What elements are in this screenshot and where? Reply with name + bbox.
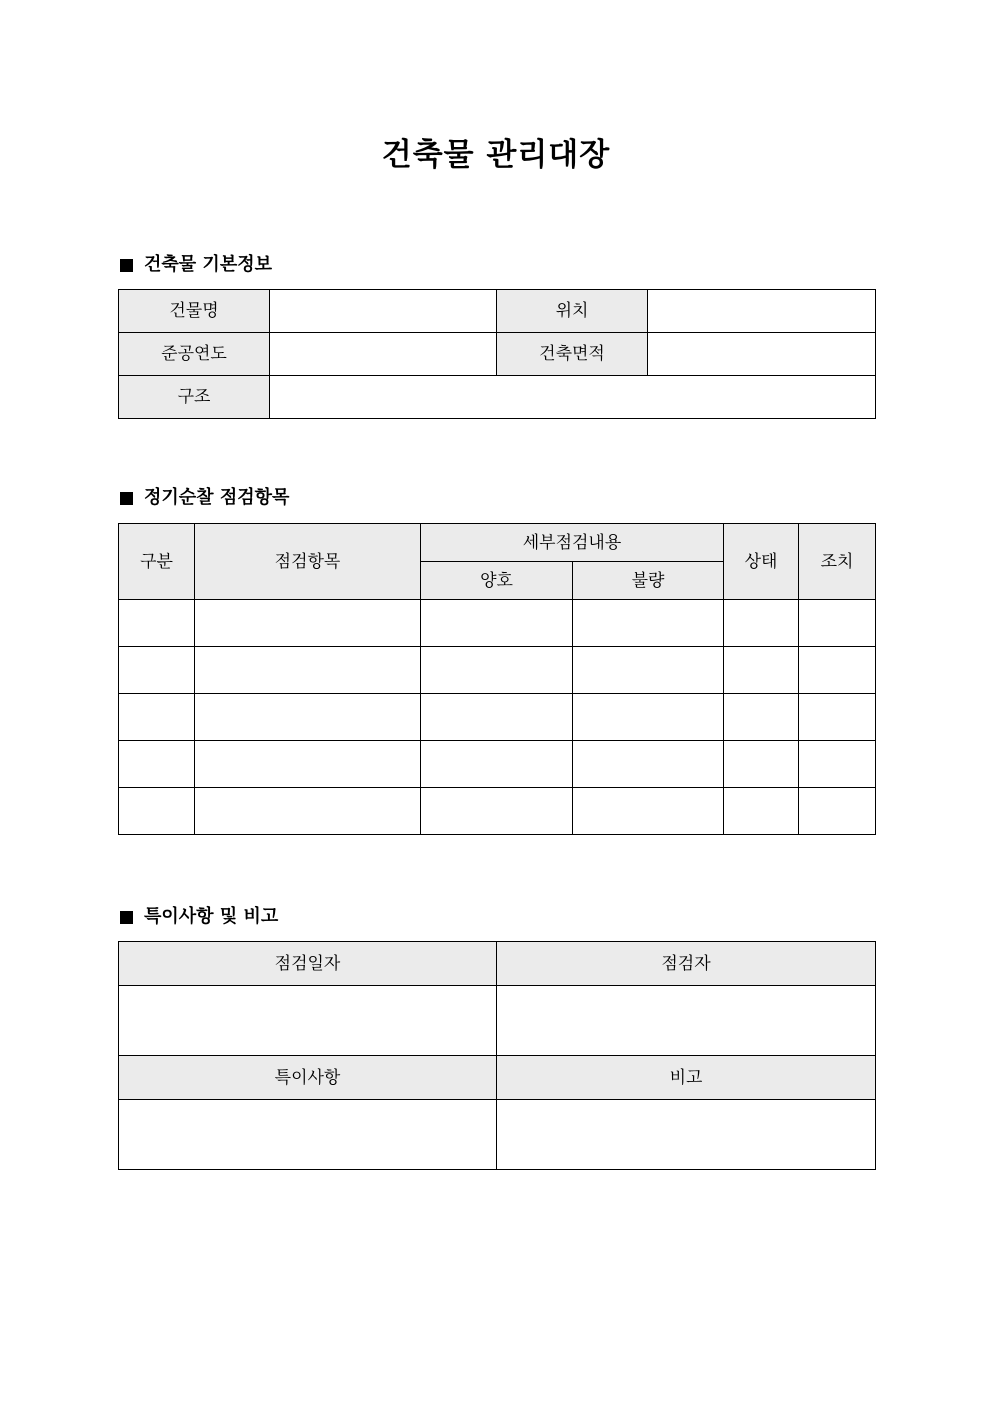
section-heading-inspection [118,486,289,510]
remarks-value-row [119,1100,876,1170]
special-notes-label: 특이사항 [119,1056,497,1100]
action-cell[interactable] [799,788,876,835]
inspection-header-row [119,524,876,562]
building-name-label: 건물명 [119,290,270,333]
location-label: 위치 [497,290,648,333]
status-cell[interactable] [724,694,799,741]
basic-info-row [119,290,876,333]
inspector-field[interactable] [497,986,876,1056]
inspector-label: 점검자 [497,942,876,986]
special-notes-field[interactable] [119,1100,497,1170]
category-cell[interactable] [119,741,195,788]
status-cell[interactable] [724,741,799,788]
good-cell[interactable] [421,741,573,788]
table-row [119,647,876,694]
section-heading-remarks [118,905,278,929]
remarks-value-row [119,986,876,1056]
square-bullet-icon [120,259,133,272]
bad-cell[interactable] [573,600,724,647]
column-header-item: 점검항목 [195,524,421,600]
building-area-field[interactable] [648,333,876,376]
action-cell[interactable] [799,694,876,741]
section-heading-remarks-label: 특이사항 및 비고 [144,906,279,927]
category-cell[interactable] [119,600,195,647]
table-row [119,694,876,741]
item-cell[interactable] [195,788,421,835]
bad-cell[interactable] [573,741,724,788]
table-row [119,600,876,647]
remarks-header-row [119,1056,876,1100]
column-header-status: 상태 [724,524,799,600]
column-header-good: 양호 [421,562,573,600]
section-heading-basic [118,253,272,277]
item-cell[interactable] [195,647,421,694]
completion-year-field[interactable] [270,333,497,376]
building-area-label: 건축면적 [497,333,648,376]
bad-cell[interactable] [573,788,724,835]
inspection-date-field[interactable] [119,986,497,1056]
column-header-detail: 세부점검내용 [421,524,724,562]
column-header-category: 구분 [119,524,195,600]
action-cell[interactable] [799,647,876,694]
good-cell[interactable] [421,788,573,835]
category-cell[interactable] [119,694,195,741]
status-cell[interactable] [724,600,799,647]
item-cell[interactable] [195,741,421,788]
remarks-header-row [119,942,876,986]
remarks-table [118,941,876,1170]
table-row [119,788,876,835]
column-header-action: 조치 [799,524,876,600]
good-cell[interactable] [421,600,573,647]
status-cell[interactable] [724,788,799,835]
item-cell[interactable] [195,600,421,647]
action-cell[interactable] [799,600,876,647]
structure-label: 구조 [119,376,270,419]
inspection-table [118,523,876,835]
section-heading-basic-label: 건축물 기본정보 [144,254,272,275]
notes-field[interactable] [497,1100,876,1170]
basic-info-row [119,333,876,376]
location-field[interactable] [648,290,876,333]
bad-cell[interactable] [573,694,724,741]
structure-field[interactable] [270,376,876,419]
status-cell[interactable] [724,647,799,694]
section-heading-inspection-label: 정기순찰 점검항목 [144,487,290,508]
action-cell[interactable] [799,741,876,788]
column-header-bad: 불량 [573,562,724,600]
basic-info-row [119,376,876,419]
basic-info-table [118,289,876,419]
bad-cell[interactable] [573,647,724,694]
inspection-date-label: 점검일자 [119,942,497,986]
square-bullet-icon [120,492,133,505]
category-cell[interactable] [119,647,195,694]
category-cell[interactable] [119,788,195,835]
square-bullet-icon [120,911,133,924]
notes-label: 비고 [497,1056,876,1100]
table-row [119,741,876,788]
building-name-field[interactable] [270,290,497,333]
completion-year-label: 준공연도 [119,333,270,376]
good-cell[interactable] [421,647,573,694]
document-title: 건축물 관리대장 [381,137,611,173]
item-cell[interactable] [195,694,421,741]
good-cell[interactable] [421,694,573,741]
